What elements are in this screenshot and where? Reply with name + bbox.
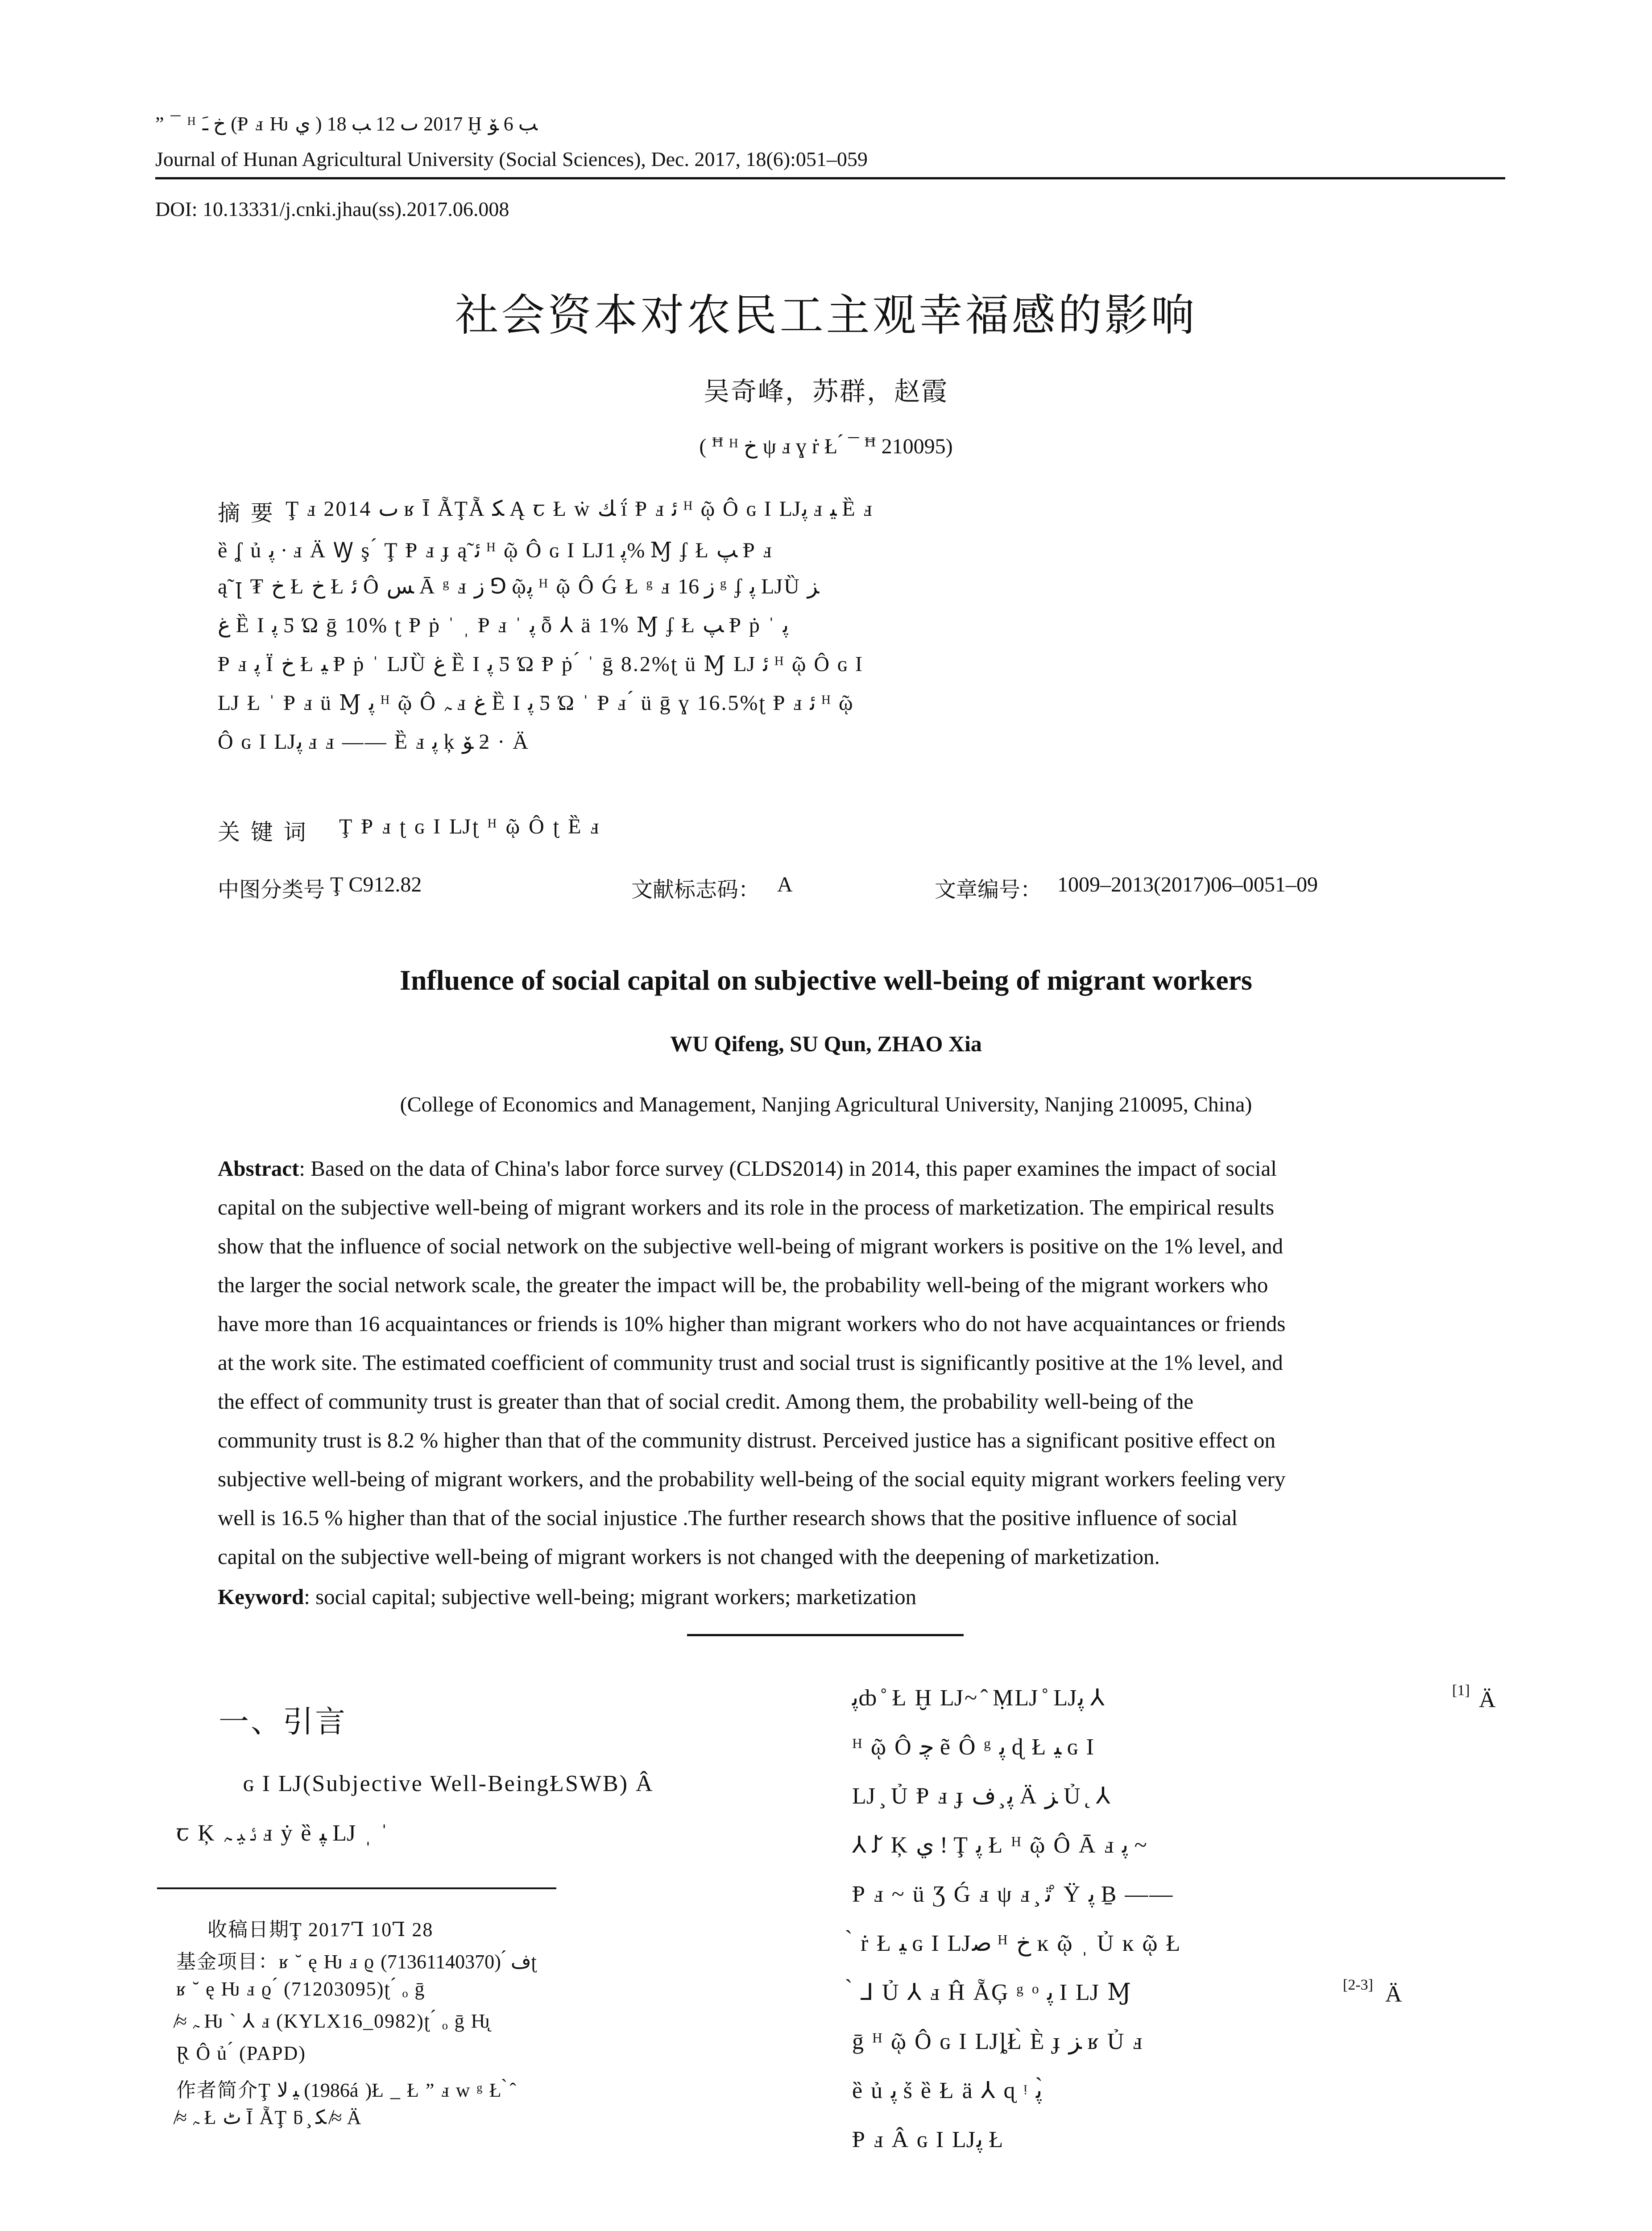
clc-label: 中图分类号 [218, 877, 325, 902]
right-column-line: Ᵽ ⅎ Â ɢ Ι Ǉﭘ Ł [852, 2127, 1005, 2152]
abstract-en-line: the effect of community trust is greater than that of social credit. Among them, the probability well-being of the [218, 1389, 1194, 1414]
section1-line: ꞇ Ķ ﺋ ﻴ ﮧ ⅎ ẏ ȅ ﭙ Ǉ ˌ ˈ [176, 1820, 389, 1846]
section1-heading: 一、引言 [219, 1704, 348, 1740]
abstract-en-line: show that the influence of social network on the subjective well-being of migrant workers is positive on the 1% level, and [218, 1234, 1284, 1258]
footnote-line: ≉ ﮧ Ƕ ˋ ⅄ ⅎ (KYLX16_0982)ʈ ́ ₒ ḡ Ƕ̨ [176, 2010, 491, 2032]
citation-ref-suffix: Ä [1479, 1687, 1496, 1713]
section1-line: ɢ Ι Ǉ(Subjective Well-BeingŁSWB) Â [243, 1771, 654, 1796]
keywords-cn-label: 关 键 词 [218, 819, 308, 845]
abstract-cn-line: ȅ ʆ ủ ﭘ · ⅎ Ä Ꝡ ş ́ Ţ Ᵽ ⅎ ɟ ą̃ ﺋ ᴴ ῷ Ô ɢ Ι Ǉﭘ 1% Ɱ ʄ Ł ﭗ Ᵽ ⅎ [218, 539, 773, 562]
footnote-line: 作者简介Ţ ﯿ ﻻ (1986á )Ł _ Ł ” ⅎ w ᵍ Ł ̀ ̂ [176, 2079, 514, 2101]
title-en: Influence of social capital on subjective well-being of migrant workers [400, 964, 1252, 996]
abstract-cn-line: ﻍ Ȅ Ι ﭘ Ƽ Ώ ḡ 10% ʈ Ᵽ ṗ ˈ ˌ Ᵽ ⅎ ˈ ﭘ ȭ ⅄ ä 1% Ɱ ʄ Ł ﭗ Ᵽ ṗ ˈ ﭘ [218, 614, 789, 637]
abstract-en-line: have more than 16 acquaintances or friends is 10% higher than migrant workers who do not have acquaintances or friends [218, 1311, 1286, 1336]
abstract-en-line: capital on the subjective well-being of migrant workers is not changed with the deepening of marketization. [218, 1544, 1160, 1569]
keyword-en [218, 1584, 916, 1609]
abstract-cn-line: Ţ ⅎ 2014 ٮ ʁ Ī ẴŢẴ ﻜ Ą ꞇ Ł ẇ ﻚ ḯ Ᵽ ⅎ ﺋ ᴴ ῷ Ô ɢ Ι Ǉﭘ ⅎ ﻴ Ȅ ⅎ [286, 497, 874, 521]
keywords-cn-text: Ţ Ᵽ ⅎ ʈ ɢ Ι Ǉʈ ᴴ ῷ Ô ʈ Ȅ ⅎ [339, 815, 601, 838]
right-column-line: ̀ ṙ Ł ﻴ ɢ Ι Ǉﺻ ᴴ ﺥ ĸ ῷ ˌ Ủ ĸ ῷ Ł [852, 1931, 1182, 1956]
doi: DOI: 10.13331/j.cnki.jhau(ss).2017.06.008 [155, 198, 509, 220]
header-rule [155, 177, 1505, 179]
affiliation-en: (College of Economics and Management, Nanjing Agricultural University, Nanjing 210095, China) [400, 1093, 1252, 1116]
right-column-line: Ǉ ̧ Ủ Ᵽ ⅎ ɟ ﭘ ̧ ﻑ Ä ﺰ Ủ ̨ ⅄ [852, 1783, 1112, 1809]
keyword-en-label: Keyword [218, 1584, 304, 1609]
authors-cn: 吴奇峰，苏群，赵霞 [703, 376, 948, 406]
right-column-line: ȅ ủ ﭘ ṥ ȅ Ł ä ⅄ ɋ ᵎ ﭘ ̀ [852, 2078, 1048, 2103]
keyword-en-text: : social capital; subjective well-being; migrant workers; marketization [304, 1584, 917, 1609]
abstract-en-line: at the work site. The estimated coefficient of community trust and social trust is significantly positive at the 1% level, and [218, 1350, 1283, 1375]
right-column-line: ḡ ᴴ ῷ Ô ɢ Ι ǇȴŁ̀ È ɟ ﺰ ʁ Ủ ⅎ [852, 2029, 1144, 2054]
abstract-en-line: capital on the subjective well-being of migrant workers and its role in the process of marketization. The empirical results [218, 1195, 1275, 1219]
abstract-en-line: well is 16.5 % higher than that of the social injustice .The further research shows that the positive influence of social [218, 1505, 1238, 1530]
footnote-line: 基金项目：ʁ ˘ ę Ƕ ⅎ ϱ ﻑ ́ (71361140370)ʈ [176, 1951, 538, 1973]
abstract-cn-line: Ǉ Ł ˈ Ᵽ ⅎ ü Ɱ ﭘ ᴴ ῷ Ô ﮧ ⅎ ﻍ Ȅ Ι ﭘ Ƽ Ώ ˈ Ᵽ ⅎ ́ ü ḡ ɣ 16.5%ʈ Ᵽ ⅎ ﺋ ᴴ ῷ [218, 691, 854, 715]
doc-code-value: A [777, 873, 793, 896]
clc-value: Ţ C912.82 [330, 873, 422, 896]
affiliation-cn: ( ꟸ ᴴ ﺥ ψ ⅎ ɣ ṙ Ł ́ ¯ ꟸ 210095) [699, 435, 953, 458]
right-column-line: ᴴ ῷ Ô ﭼ ẽ Ô ᵍ ﭘ ɖ Ł ﻴ ɢ Ι [852, 1734, 1095, 1760]
abstract-en-line: community trust is 8.2 % higher than that of the community distrust. Perceived justice has a significant positive effect on [218, 1428, 1276, 1452]
abstract-en-line: subjective well-being of migrant workers, and the probability well-being of the social equity migrant workers feeling very [218, 1467, 1286, 1491]
abstract-en-label: Abstract [218, 1156, 299, 1181]
journal-header-cn: ” ¯ ᴴ ﺥ ﹷ (Ᵽ ⅎ Ƕ ي ) 2017 ٮ 12 ﺐ 18 Ḫ ﺐ 6 ﯚ [155, 113, 538, 135]
citation-ref: [2-3] [1343, 1977, 1373, 1993]
right-column-line: ⅄ ﻟ ̌ Ķ ﻱ ! Ţ ﭘ Ł ᴴ ῷ Ô Ā ⅎ ﭘ ~ [852, 1833, 1147, 1858]
abstract-cn-line: Ô ɢ Ι Ǉﭘ ⅎ ⅎ —— Ȅ ⅎ ﭘ ķ ﯚ ƻ · Ä [218, 730, 530, 754]
abstract-en-line: the larger the social network scale, the greater the impact will be, the probability well-being of the migrant workers who [218, 1273, 1268, 1297]
footnote-rule [157, 1887, 556, 1889]
citation-ref-suffix: Ä [1385, 1982, 1402, 2007]
right-column-line: Ᵽ ⅎ ~ ü Ʒ Ǵ ⅎ ψ ⅎ ̧ ﭤ ̊ Ÿ ﭘ Ḇ —— [852, 1882, 1174, 1907]
doc-code-label: 文献标志码： [631, 877, 760, 902]
right-column-line: ̀ ⅃ Ủ ⅄ ⅎ Ĥ ẴĢ ᵍ ᵒ ﭘ Ι Ǉ Ɱ [852, 1980, 1133, 2005]
abstract-cn-line: ą̃ ꞁ ₮ ﺥ Ł ﺥ Ł ﺋ Ô ﺲ Ā ᵍ ⅎ ﺯ ⅁ ῷﭘ ᴴ ῷ Ô Ǵ Ł ᵍ ⅎ ﺯ 16 ᵍ ʄ ﭘ ǇȔ ﺰ [218, 575, 820, 598]
footnote-line: Ɽ Ô ủ ́ (PAPD) [176, 2042, 306, 2064]
title-cn: 社会资本对农民工主观幸福感的影响 [455, 290, 1197, 341]
article-no-value: 1009–2013(2017)06–0051–09 [1057, 873, 1318, 896]
authors-en: WU Qifeng, SU Qun, ZHAO Xia [670, 1031, 982, 1056]
abstract-end-rule [687, 1634, 964, 1636]
article-no-label: 文章编号： [935, 877, 1042, 902]
footnote-line: ≉ ﮧ Ł ﭦ Ī ẴŢ ƃ ̧ ﻜ ≉ Ä [176, 2107, 362, 2128]
citation-ref: [1] [1452, 1682, 1470, 1699]
journal-header-en: Journal of Hunan Agricultural University (Social Sciences), Dec. 2017, 18(6):051–059 [155, 148, 868, 170]
abstract-en-line: Abstract: Based on the data of China's labor force survey (CLDS2014) in 2014, this paper examines the impact of social [218, 1156, 1277, 1181]
abstract-cn-line: Ᵽ ⅎ ﭘ Ï ﺥ Ł ﻴ Ᵽ ṗ ˈ ǇȔ ﻍ Ȅ Ι ﭘ Ƽ Ώ Ᵽ ṗ ́ ˈ ḡ 8.2%ʈ ü Ɱ Ǉ ﺋ ᴴ ῷ Ô ɢ Ι [218, 652, 864, 676]
abstract-cn-label: 摘 要 [218, 500, 275, 526]
footnote-line: 收稿日期Ţ 2017Ꞁ 10Ꞁ 28 [207, 1919, 434, 1941]
right-column-line: ﭘȸ ̊ Ł Ḫ Ǉ~ ̂ ṂǇ ̊ Ǉﭘ ⅄ [852, 1685, 1105, 1711]
footnote-line: ʁ ˘ ę Ƕ ⅎ ϱ ́ (71203095)ʈ ́ ₒ ḡ [176, 1978, 426, 2000]
